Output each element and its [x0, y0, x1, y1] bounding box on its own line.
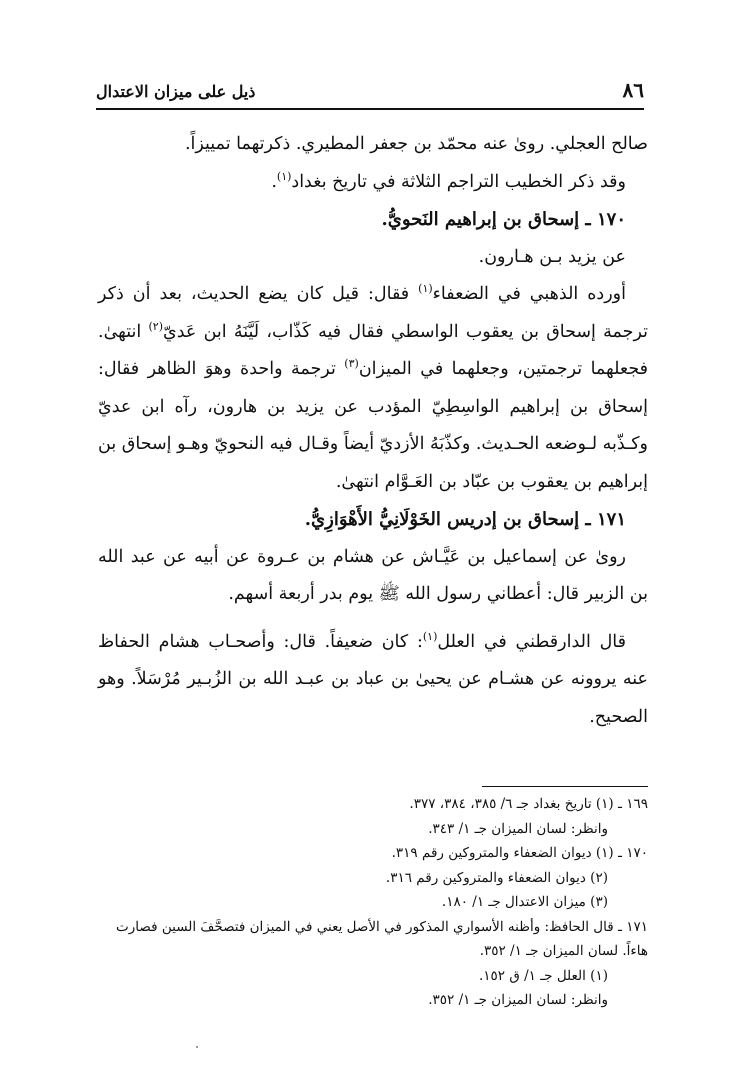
entry-heading-170: ١٧٠ ـ إسحاق بن إبراهيم النَحويُّ. — [381, 209, 626, 230]
paragraph-text: : كان ضعيفاً. قال: وأصحـاب هشام الحفاظ عنه يروونه عن هشـام عن يحيىٰ بن عباد بن عبـد الله بن الزُبـير مُرْسَلاً. وهو الصحيح. — [98, 631, 648, 727]
entry-heading-171: ١٧١ ـ إسحاق بن إدريس الخَوْلَانِيُّ الأَهْوَازِيُّ. — [304, 509, 626, 530]
footnote-ref: (١) — [422, 629, 438, 643]
paragraph-text: وقد ذكر الخطيب التراجم الثلاثة في تاريخ بغداد — [291, 171, 626, 192]
footnote: ١٦٩ ـ (١) تاريخ بغداد جـ ٦/ ٣٨٥، ٣٨٤، ٣٧٧. — [409, 796, 648, 812]
paragraph: روىٰ عن إسماعيل بن عَيَّـاش عن هشام بن عـروة عن أبيه عن عبد الله بن الزبير قال: أعطاني رسول الله ﷺ يوم بدر أربعة أسهم. — [98, 546, 648, 604]
main-text — [98, 126, 648, 736]
paragraph-text: انتهىٰ. فجعلهما ترجمتين، وجعلهما في الميزان — [98, 321, 648, 379]
running-title: ذيل على ميزان الاعتدال — [96, 82, 256, 101]
footnote: (٢) ديوان الضعفاء والمتروكين رقم ٣١٦. — [385, 869, 608, 886]
paragraph-text: فقال: قيل كان يضع الحديث، بعد أن ذكر ترجمة إسحاق بن يعقوب الواسطي فقال فيه كَذّاب، لَيَّنَهُ ابن عَديّ — [98, 284, 649, 342]
footnote: (١) العلل جـ ١/ ق ١٥٢. — [479, 967, 608, 984]
paragraph — [98, 624, 648, 737]
paragraph — [98, 126, 648, 164]
paragraph — [98, 164, 648, 202]
footnote-ref: (١) — [418, 282, 433, 296]
footnote: (٣) ميزان الاعتدال جـ ١/ ١٨٠. — [441, 894, 608, 910]
footnote-ref: (٣) — [344, 357, 359, 371]
footnote: ١٧١ ـ قال الحافظ: وأظنه الأسواري المذكور في الأصل يعني في الميزان فتصحَّفَ السين فصارت هاءاً. لسان الميزان جـ ١/ ٣٥٢. — [116, 918, 648, 959]
paragraph-text: صالح العجلي. روىٰ عنه محمّد بن جعفر المطيري. ذكرتهما تمييزاً. — [184, 134, 648, 154]
page-number: ٨٦ — [622, 78, 644, 102]
paragraph: عن يزيد بـن هـارون. — [478, 246, 626, 267]
footnote-divider — [482, 786, 648, 787]
running-header — [96, 78, 644, 110]
footnote-ref: (٢) — [148, 319, 163, 333]
paragraph-text: قال الدارقطني في العلل — [437, 631, 626, 652]
footnote: وانظر: لسان الميزان جـ ١/ ٣٥٢. — [428, 992, 608, 1008]
footnote: وانظر: لسان الميزان جـ ١/ ٣٤٣. — [428, 820, 608, 837]
footnote: ١٧٠ ـ (١) ديوان الضعفاء والمتروكين رقم ٣١٩. — [391, 845, 648, 861]
footnote-ref: (١) — [276, 169, 292, 183]
paragraph-text: . — [271, 171, 277, 192]
paragraph — [98, 276, 648, 501]
scan-speck — [196, 1046, 198, 1048]
paragraph-text: أورده الذهبي في الضعفاء — [432, 284, 626, 304]
paragraph-text: ترجمة واحدة وهوَ الظاهر فقال: إسحاق بن إبراهيم الواسِطِيّ المؤدب عن يزيد بن هارون، رآه ابن عديّ وكـذّبه لـوضعه الحـديث. وكذّبَهُ الأزديّ أيضاً وقـال فيه النحويّ وهـو إسحاق بن إبراهيم بن يعقوب بن عبّاد بن العَـوَّام انتهىٰ. — [98, 359, 648, 492]
footnotes — [98, 792, 648, 1013]
